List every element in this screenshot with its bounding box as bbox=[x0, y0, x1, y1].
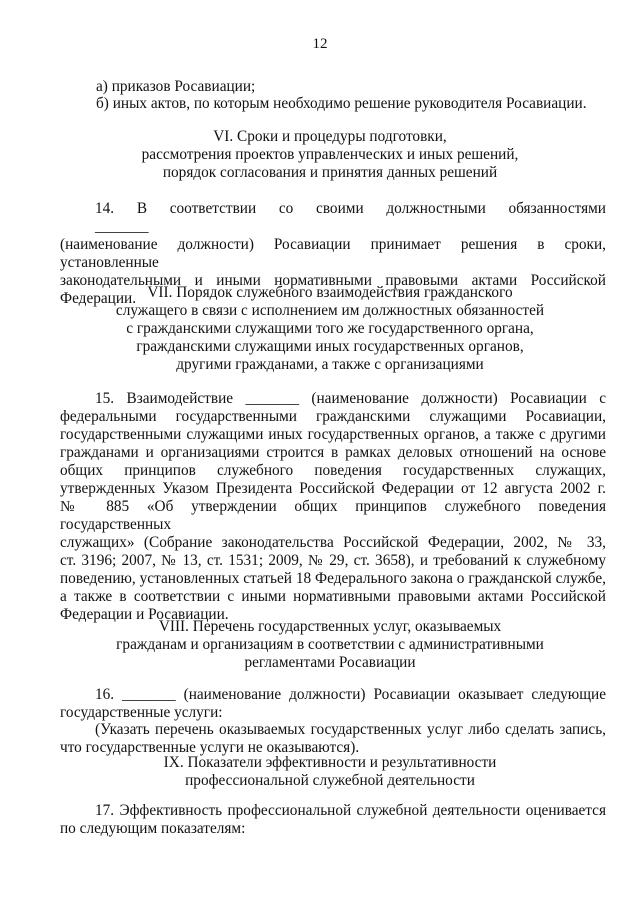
list-item-b: б) иных актов, по которым необходимо решение руководителя Росавиации. bbox=[96, 95, 587, 112]
section-6-heading: VI. Сроки и процедуры подготовки, рассмотрения проектов управленческих и иных решений, порядок согласования и принятия данных решений bbox=[141, 128, 519, 181]
paragraph-16-note: (Указать перечень оказываемых государственных услуг либо сделать запись, что государственные услуги не оказываются). bbox=[60, 721, 606, 756]
section-8-heading: VIII. Перечень государственных услуг, оказываемых гражданам и организациям в соответствии с административными регламентами Росавиации bbox=[116, 618, 544, 671]
paragraph-14: 14. В соответствии со своими должностными обязанностями _______ (наименование должности) Росавиации принимает решения в сроки, установленные законодательными и иными нормативными правовыми актами Российской Федерации. bbox=[60, 200, 606, 307]
page-number: 12 bbox=[312, 36, 328, 52]
paragraph-15: 15. Взаимодействие _______ (наименование должности) Росавиации с федеральными государственными гражданскими служащими Росавиации, государственными служащими иных государственных органов, а также с другими гражданами и организациями строится в рамках деловых отношений на основе общих принципов служебного поведения государственных служащих, утвержденных Указом Президента Российской Федерации от 12 августа 2002 г. № 885 «Об утверждении общих принципов служебного поведения государственных служащих» (Собрание законодательства Российской Федерации, 2002, № 33, ст. 3196; 2007, № 13, ст. 1531; 2009, № 29, ст. 3658), и требований к служебному поведению, установленных статьей 18 Федерального закона о гражданской службе, а также в соответствии с иными нормативными правовыми актами Российской Федерации и Росавиации. bbox=[60, 390, 606, 623]
section-9-heading: IX. Показатели эффективности и результативности профессиональной служебной деятельности bbox=[163, 754, 497, 789]
section-7-heading: VII. Порядок служебного взаимодействия гражданского служащего в связи с исполнением им должностных обязанностей с гражданскими служащими того же государственного органа, гражданскими служащими иных государственных органов, другими гражданами, а также с организациями bbox=[115, 284, 545, 373]
paragraph-17: 17. Эффективность профессиональной служебной деятельности оценивается по следующим показателям: bbox=[60, 802, 606, 837]
paragraph-16: 16. _______ (наименование должности) Росавиации оказывает следующие государственные услуги: bbox=[60, 686, 606, 721]
list-item-a: а) приказов Росавиации; bbox=[96, 78, 256, 95]
